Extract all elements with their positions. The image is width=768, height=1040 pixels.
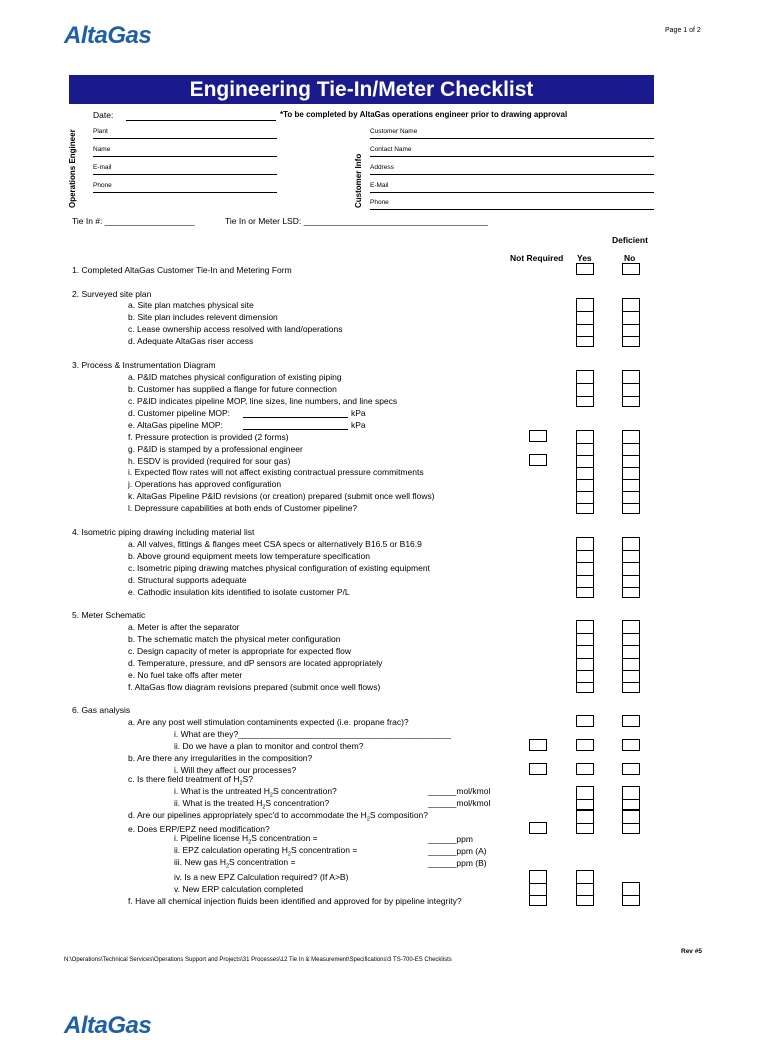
checkbox-divider [577, 645, 593, 646]
checkbox-divider [623, 633, 639, 634]
s5-no-checkbox-group[interactable] [622, 620, 640, 693]
tie-in-number[interactable]: Tie In #: ___________________ [72, 216, 195, 226]
s3-item-l: l. Depressure capabilities at both ends of Customer pipeline? [128, 503, 358, 513]
s4-item-d: d. Structural supports adequate [128, 575, 247, 585]
s5-yes-checkbox-group[interactable] [576, 620, 594, 693]
s5-item-f: f. AltaGas flow diagram revisions prepared (submit once well flows) [128, 682, 381, 692]
checkbox-divider [623, 823, 639, 824]
date-label: Date: [93, 110, 114, 120]
customer-email-label: E-Mail [370, 182, 389, 189]
checkbox-divider [577, 383, 593, 384]
s3-item-a: a. P&ID matches physical configuration of existing piping [128, 372, 342, 382]
s3-no-checkbox-group-2[interactable] [622, 430, 640, 514]
checkbox-divider [623, 682, 639, 683]
s6-a-ii-no-checkbox[interactable] [622, 739, 640, 751]
s6-item-b: b. Are there any irregularities in the composition? [128, 753, 313, 763]
checkbox-divider [623, 491, 639, 492]
revision: Rev #5 [681, 948, 702, 955]
s6-item-e-iv: iv. Is a new EPZ Calculation required? (If A>B) [174, 872, 349, 882]
s3-item-c: c. P&ID indicates pipeline MOP, line sizes, line numbers, and line specs [128, 396, 398, 406]
checkbox-divider [623, 503, 639, 504]
s4-no-checkbox-group[interactable] [622, 537, 640, 598]
customer-name-label: Customer Name [370, 128, 418, 135]
checkbox-divider [623, 467, 639, 468]
new-gas-h2s-field[interactable]: ______ppm (B) [428, 858, 487, 868]
s6-item-a-ii: ii. Do we have a plan to monitor and control them? [174, 741, 364, 751]
form-title: Engineering Tie-In/Meter Checklist [69, 75, 654, 104]
customer-mop-field[interactable] [243, 417, 348, 418]
checkbox-divider [577, 587, 593, 588]
s6-e-iv-f-not-required-checkbox-group[interactable] [529, 870, 547, 906]
address-field[interactable] [370, 174, 654, 175]
s6-b-i-not-required-checkbox[interactable] [529, 763, 547, 775]
contact-name-label: Contact Name [370, 146, 412, 153]
s6-b-i-yes-checkbox[interactable] [576, 763, 594, 775]
customer-phone-label: Phone [370, 199, 389, 206]
checkbox-divider [623, 670, 639, 671]
checkbox-divider [577, 455, 593, 456]
s6-a-ii-not-required-checkbox[interactable] [529, 739, 547, 751]
plant-label: Plant [93, 128, 108, 135]
name-label: Name [93, 146, 111, 153]
checkbox-divider [623, 587, 639, 588]
s1-no-checkbox[interactable] [622, 263, 640, 275]
checkbox-divider [577, 443, 593, 444]
s6-b-i-no-checkbox[interactable] [622, 763, 640, 775]
checkbox-divider [577, 895, 593, 896]
email-label: E-mail [93, 164, 112, 171]
s6-a-yes-checkbox[interactable] [576, 715, 594, 727]
plant-field[interactable] [93, 138, 277, 139]
s6-c-no-checkbox-group[interactable] [622, 786, 640, 810]
yes-header: Yes [577, 253, 592, 263]
s6-item-a-i[interactable]: i. What are they?_____________________________________________ [174, 729, 451, 739]
customer-mop-unit: kPa [351, 408, 366, 418]
checkbox-divider [577, 479, 593, 480]
checkbox-divider [577, 550, 593, 551]
company-logo-page-2: AltaGas [64, 1012, 152, 1039]
file-path: N:\Operations\Technical Services\Operations Support and Projects\31 Processes\12 Tie In & Measurement\Specifications\3 TS-700-ES Checklists [64, 957, 452, 963]
checkbox-divider [577, 562, 593, 563]
name-field[interactable] [93, 156, 277, 157]
s5-item-c: c. Design capacity of meter is appropriate for expected flow [128, 646, 351, 656]
checkbox-divider [623, 443, 639, 444]
s5-item-d: d. Temperature, pressure, and dP sensors are located appropriately [128, 658, 383, 668]
altagas-mop-unit: kPa [351, 420, 366, 430]
section-4-title: 4. Isometric piping drawing including material list [72, 527, 255, 537]
checkbox-divider [577, 311, 593, 312]
checkbox-divider [577, 575, 593, 576]
checkbox-divider [577, 658, 593, 659]
s4-item-a: a. All valves, fittings & flanges meet CSA specs or alternatively B16.5 or B16.9 [128, 539, 422, 549]
checkbox-divider [623, 455, 639, 456]
date-field[interactable] [126, 120, 276, 121]
contact-name-field[interactable] [370, 156, 654, 157]
s3-item-g: g. P&ID is stamped by a professional engineer [128, 444, 303, 454]
customer-name-field[interactable] [370, 138, 654, 139]
s3-item-j: j. Operations has approved configuration [128, 479, 282, 489]
s6-item-f: f. Have all chemical injection fluids been identified and approved for by pipeline integrity? [128, 896, 462, 906]
ops-section-label: Operations Engineer [68, 129, 77, 208]
s6-d-yes-checkbox-group[interactable] [576, 810, 594, 834]
checkbox-divider [577, 823, 593, 824]
s6-item-d: d. Are our pipelines appropriately spec'd to accommodate the $H_2S$ composition? [128, 810, 429, 823]
checkbox-divider [623, 895, 639, 896]
company-logo: AltaGas [64, 22, 152, 49]
s4-item-e: e. Cathodic insulation kits identified to isolate customer P/L [128, 587, 350, 597]
customer-phone-field[interactable] [370, 209, 654, 210]
epz-h2s-field[interactable]: ______ppm (A) [428, 846, 487, 856]
checkbox-divider [577, 799, 593, 800]
phone-field[interactable] [93, 192, 277, 193]
checkbox-divider [623, 658, 639, 659]
customer-email-field[interactable] [370, 192, 654, 193]
checkbox-divider [623, 799, 639, 800]
tie-in-lsd[interactable]: Tie In or Meter LSD: _______________________________________ [225, 216, 488, 226]
s6-item-e-v: v. New ERP calculation completed [174, 884, 304, 894]
treated-h2s-field[interactable]: ______mol/kmol [428, 798, 491, 808]
checkbox-divider [577, 503, 593, 504]
s3-item-h: h. ESDV is provided (required for sour gas) [128, 456, 291, 466]
s6-item-e-iii: iii. New gas $H_2S$ concentration = [174, 857, 296, 870]
checkbox-divider [623, 336, 639, 337]
section-5-title: 5. Meter Schematic [72, 610, 146, 620]
s2-yes-checkbox-group[interactable] [576, 298, 594, 347]
checkbox-divider [577, 467, 593, 468]
s6-a-ii-yes-checkbox[interactable] [576, 739, 594, 751]
s2-item-a: a. Site plan matches physical site [128, 300, 254, 310]
s6-e-not-required-checkbox[interactable] [529, 822, 547, 834]
s3-item-f: f. Pressure protection is provided (2 forms) [128, 432, 289, 442]
s3-no-checkbox-group-1[interactable] [622, 370, 640, 407]
s3-item-e: e. AltaGas pipeline MOP: [128, 420, 223, 430]
s4-yes-checkbox-group[interactable] [576, 537, 594, 598]
s6-d-no-checkbox-group[interactable] [622, 810, 640, 834]
s2-item-c: c. Lease ownership access resolved with land/operations [128, 324, 343, 334]
s6-item-c: c. Is there field treatment of $H_2S$? [128, 774, 253, 787]
s5-item-a: a. Meter is after the separator [128, 622, 240, 632]
s3-yes-checkbox-group-2[interactable] [576, 430, 594, 514]
checkbox-divider [623, 479, 639, 480]
checkbox-divider [530, 883, 546, 884]
not-required-header: Not Required [510, 253, 564, 263]
checkbox-divider [623, 396, 639, 397]
customer-section-label: Customer Info [354, 153, 363, 208]
s6-item-c-ii: ii. What is the treated $H_2S$ concentration? [174, 798, 330, 811]
phone-label: Phone [93, 182, 112, 189]
s6-e-v-f-no-checkbox-group[interactable] [622, 882, 640, 906]
checkbox-divider [623, 550, 639, 551]
page-number: Page 1 of 2 [665, 27, 701, 34]
s2-item-d: d. Adequate AltaGas riser access [128, 336, 254, 346]
checkbox-divider [577, 670, 593, 671]
altagas-mop-field[interactable] [243, 429, 348, 430]
checkbox-divider [623, 645, 639, 646]
untreated-h2s-field[interactable]: ______mol/kmol [428, 786, 491, 796]
email-field[interactable] [93, 174, 277, 175]
s6-item-e-ii: ii. EPZ calculation operating $H_2S$ concentration = [174, 845, 358, 858]
no-header: No [624, 253, 636, 263]
deficient-header: Deficient [612, 235, 648, 245]
address-label: Address [370, 164, 394, 171]
checkbox-divider [577, 336, 593, 337]
s4-item-b: b. Above ground equipment meets low temperature specification [128, 551, 370, 561]
checkbox-divider [623, 562, 639, 563]
checkbox-divider [577, 633, 593, 634]
section-3-title: 3. Process & Instrumentation Diagram [72, 360, 216, 370]
checkbox-divider [577, 883, 593, 884]
checkbox-divider [577, 324, 593, 325]
s2-no-checkbox-group[interactable] [622, 298, 640, 347]
s6-item-e: e. Does ERP/EPZ need modification? [128, 824, 270, 834]
s6-a-no-checkbox[interactable] [622, 715, 640, 727]
checkbox-divider [530, 895, 546, 896]
ops-note: *To be completed by AltaGas operations engineer prior to drawing approval [280, 110, 568, 119]
section-6-title: 6. Gas analysis [72, 705, 131, 715]
checkbox-divider [577, 491, 593, 492]
s2-item-b: b. Site plan includes relevent dimension [128, 312, 278, 322]
s3-h-not-required-checkbox[interactable] [529, 454, 547, 466]
s1-yes-checkbox[interactable] [576, 263, 594, 275]
checkbox-divider [623, 383, 639, 384]
s3-item-b: b. Customer has supplied a flange for future connection [128, 384, 337, 394]
section-1-title: 1. Completed AltaGas Customer Tie-In and Metering Form [72, 265, 292, 275]
s5-item-e: e. No fuel take offs after meter [128, 670, 243, 680]
checkbox-divider [623, 324, 639, 325]
s4-item-c: c. Isometric piping drawing matches physical configuration of existing equipment [128, 563, 430, 573]
license-h2s-field[interactable]: ______ppm [428, 834, 473, 844]
checkbox-divider [623, 311, 639, 312]
s6-item-c-i: i. What is the untreated $H_2S$ concentration? [174, 786, 337, 799]
s6-e-iv-f-yes-checkbox-group[interactable] [576, 870, 594, 906]
s3-item-d: d. Customer pipeline MOP: [128, 408, 231, 418]
s3-yes-checkbox-group-1[interactable] [576, 370, 594, 407]
s6-c-yes-checkbox-group[interactable] [576, 786, 594, 810]
checkbox-divider [577, 396, 593, 397]
section-2-title: 2. Surveyed site plan [72, 289, 152, 299]
s3-item-i: i. Expected flow rates will not affect existing contractual pressure commitments [128, 467, 424, 477]
checkbox-divider [577, 682, 593, 683]
checkbox-divider [623, 575, 639, 576]
s3-f-not-required-checkbox[interactable] [529, 430, 547, 442]
s6-item-a: a. Are any post well stimulation contaminents expected (i.e. propane frac)? [128, 717, 409, 727]
s6-item-e-i: i. Pipeline license $H_2S$ concentration = [174, 833, 318, 846]
s3-item-k: k. AltaGas Pipeline P&ID revisions (or creation) prepared (submit once well flows) [128, 491, 435, 501]
s6-item-b-i: i. Will they affect our processes? [174, 765, 297, 775]
s5-item-b: b. The schematic match the physical meter configuration [128, 634, 341, 644]
